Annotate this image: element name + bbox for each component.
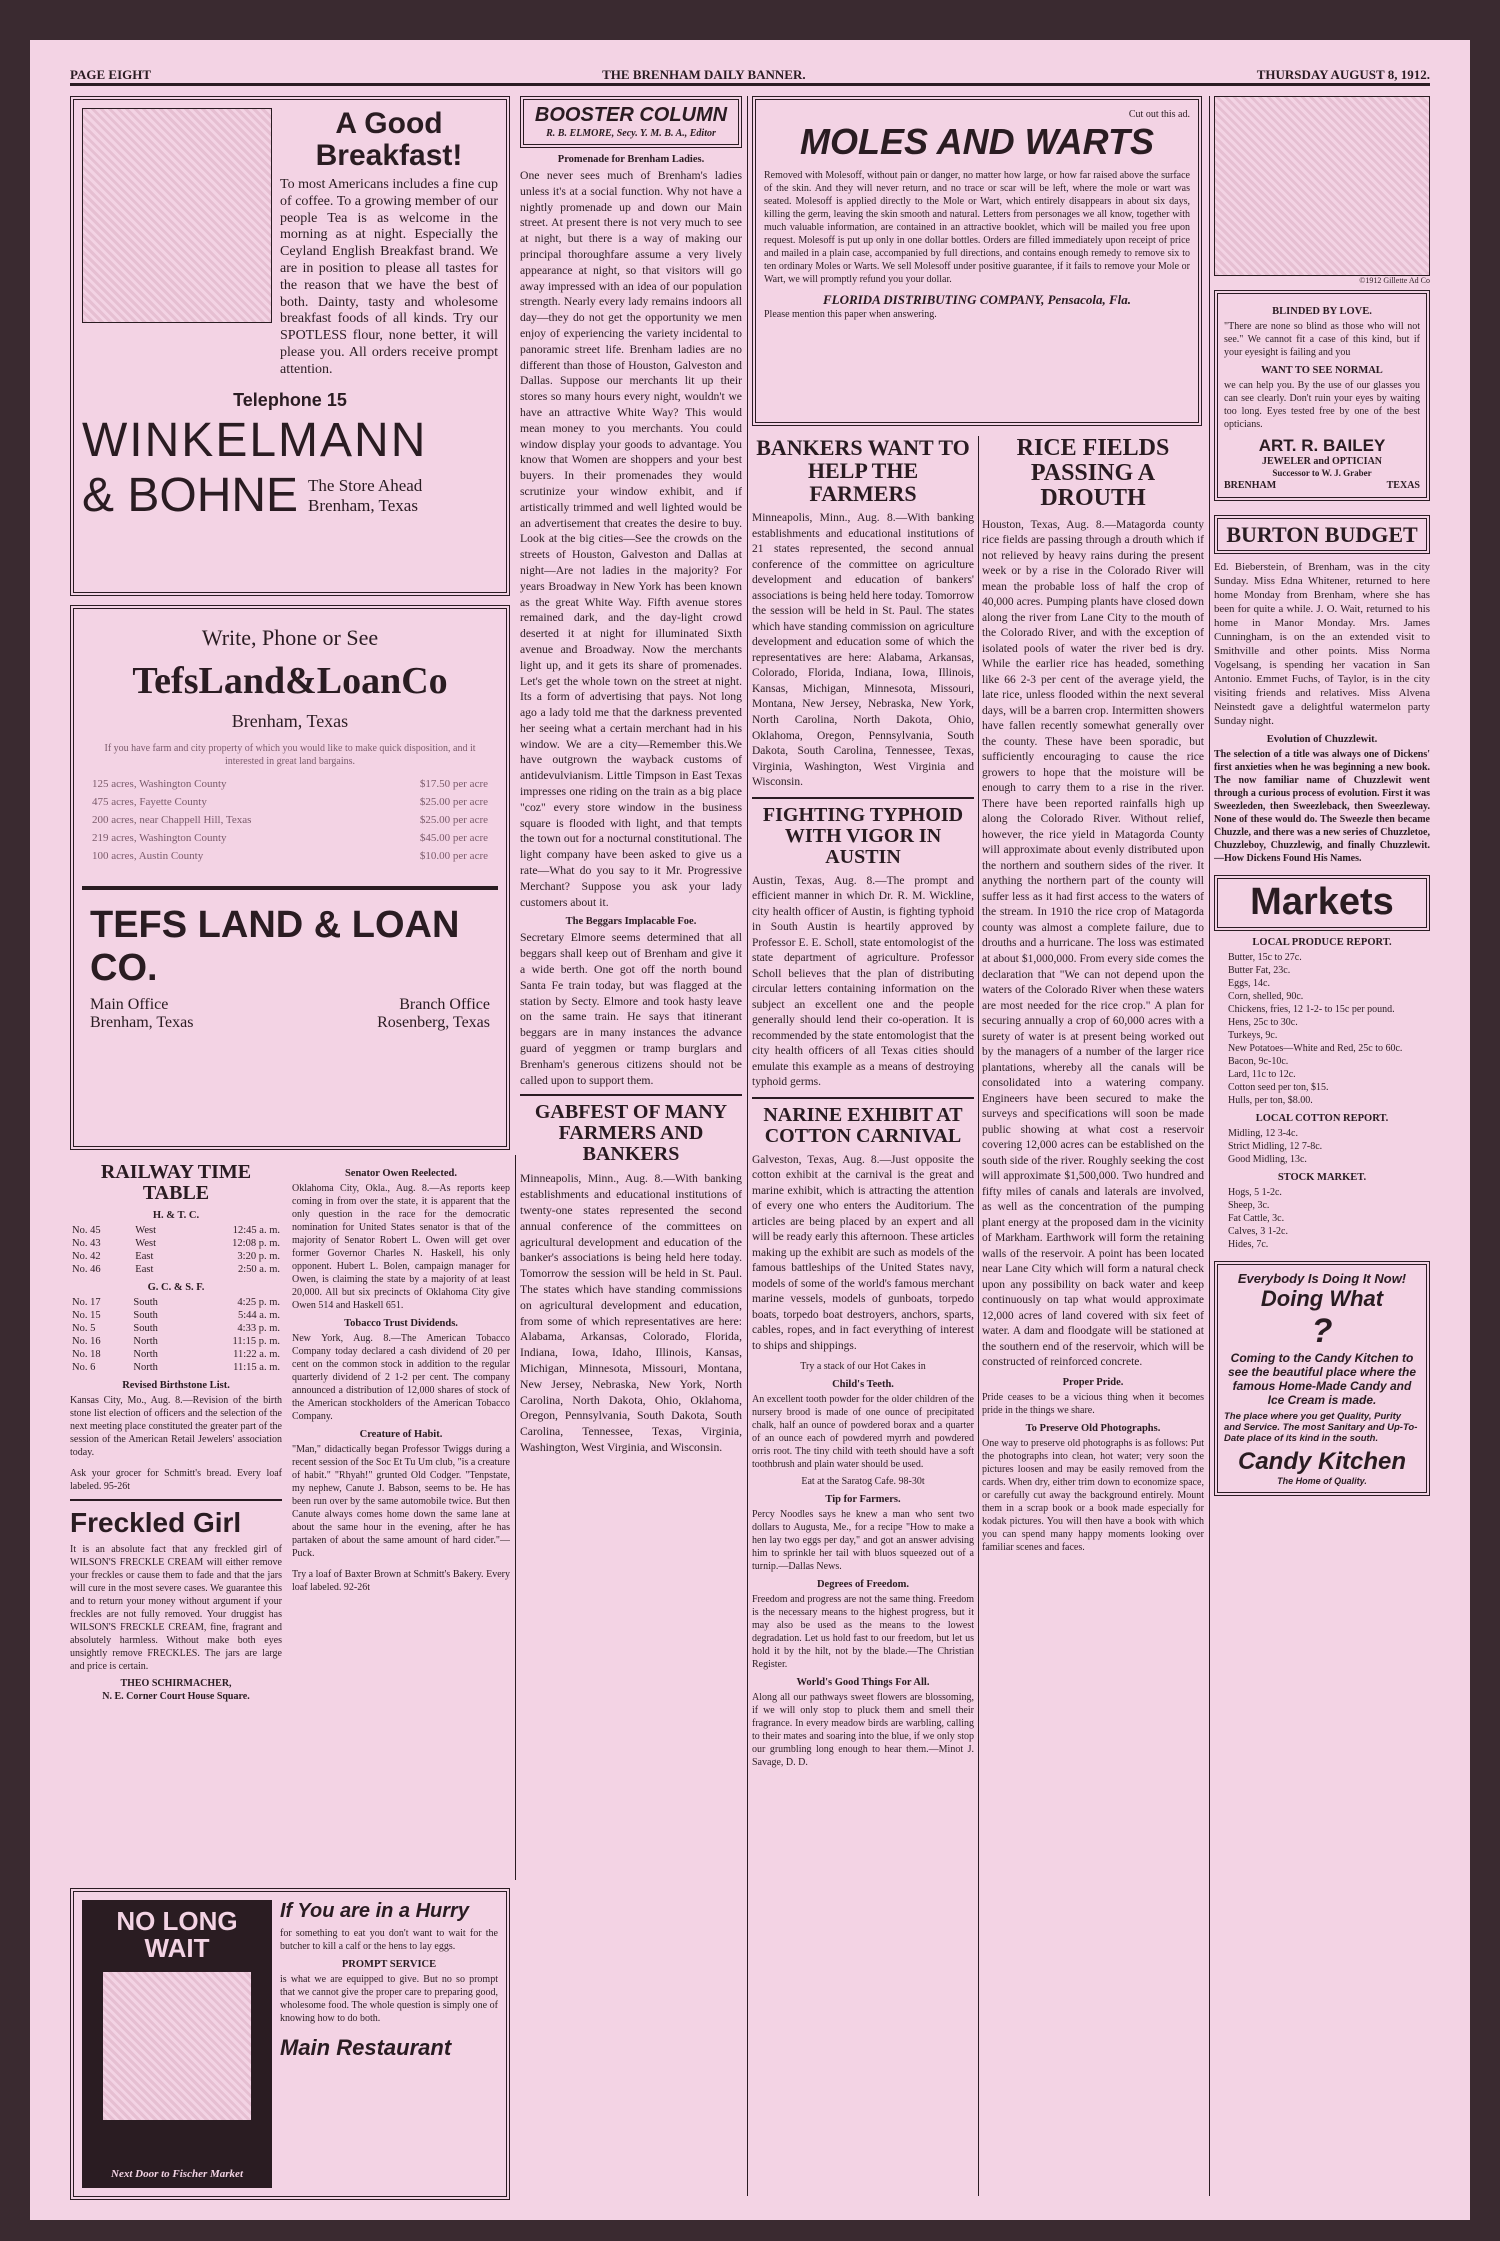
bailey-sub: WANT TO SEE NORMAL — [1261, 365, 1383, 377]
rail-cell: No. 15 — [72, 1310, 101, 1321]
bailey-successor: Successor to W. J. Graber — [1272, 468, 1372, 479]
rail-line-1: H. & T. C. — [152, 1210, 200, 1221]
rail-cell: East — [135, 1251, 154, 1262]
market-item: Good Midling, 13c. — [1228, 1154, 1307, 1166]
rail-cell: 3:20 p. m. — [237, 1251, 280, 1262]
firm-tagline: The Store Ahead — [308, 475, 423, 495]
market-item: Sheep, 3c. — [1228, 1200, 1270, 1212]
rice-body: Houston, Texas, Aug. 8.—Matagorda county rice fields are passing through a drouth which if not relieved by heavy rains during the present week or by a rise in the Colorado River will mean the probable loss of half the crop of 40,000 acres. Pumping plants have closed down along the river from Lane City to the mouth of the Colorado River, and with the exception of isolated pools of water the river bed is dry. While the earlier rice has headed, something like 66 2-3 per cent of the average yield, the late rice, unless flooded within the next several days, will be a barren crop. Intermitten showers have fallen recently somewhat generally over the county. These have been sporadic, but sufficiently encouraging to cause the rice growers to hope that the moisture will be enough to carry them to a rise in the river. There have been reported rainfalls high up along the Colorado River. Without relief, however, the rice yield in Matagorda County will approximate about evenly distributed upon the northern and southern sides of the river. It anything the northern part of the county will suffer less as it had first access to the waters of the stream. In 1910 the rice crop of Matagorda county was almost a complete failure, due to drouths and a hurricane. The loss was estimated at about $1,000,000. From every side comes the declaration that "We can not depend upon the waters of the Colorado River when these waters are most needed for the rice crop." A plan for securing annually a crop of 60,000 acres with a surety of water is at present being worked out by the managers of a number of the larger rice plantations, whereby all the canals will be consolidated into a watering company. Engineers have been secured to make the surveys and specifications will soon be made public showing at what cost a reservoir covering 12,000 acres can be established on the south side of the river. Roughly seeking the cost will approximate $1,500,000. Two hundred and fifty miles of canals and laterals are involved, as well as the concentration of the pumping plant energy at the proposed dam in the vicinity of Markham. Earthwork will form the retaining walls of the reservoir. A point has been located near Lane City which will form a natural check upon any possibility on back water and keep continuously on tap what would approximate 12,000 acres of land covered with six feet of water. A dam and floodgate will be stationed at the southern end of the reservoir, which will be constructed of reinforced concrete. — [982, 518, 1204, 1369]
railway-timetable — [70, 1162, 282, 1882]
markets-title: Markets — [1250, 881, 1394, 924]
market-item: Hides, 7c. — [1228, 1239, 1269, 1251]
rail-line-2: G. C. & S. F. — [147, 1282, 205, 1293]
narine-body: Galveston, Texas, Aug. 8.—Just opposite the cotton exhibit at the carnival is the great and marine exhibit, which is attracting the attention of every one who enters the Auditorium. The articles are being placed by an expert and all will be ready early this afternoon. These articles making up the exhibit are such as models of the famous battleships of the United States navy, models of some of the world's famous merchant marine vessels, models of gunboats, torpedo boats, torpedo boat destroyers, anchors, sparts, cables, ropes, and in fact everything of interest to ships and shippings. — [752, 1153, 974, 1352]
burton-body: Ed. Bieberstein, of Brenham, was in the city Sunday. Miss Edna Whitener, returned to here home Monday from Brenham, where she has been for quite a while. J. O. Wait, returned to his home in Manor Monday. Mrs. James Cunningham, is on the an extended visit to Smithville and other points. Miss Norma Vogelsang, is spending her vacation in San Antonio. Emmet Fuchs, of Taylor, is in the city visiting friends and relatives. Miss Alvena Neinstedt gave a delightful watermelon party Sunday night. — [1214, 561, 1430, 728]
candy-sub: The Home of Quality. — [1277, 1476, 1367, 1487]
rail-row — [70, 1348, 282, 1361]
rail-cell: 12:08 p. m. — [232, 1238, 280, 1249]
freedom-title: Degrees of Freedom. — [816, 1579, 910, 1591]
rail-cell: South — [133, 1323, 158, 1334]
birthstone-title: Revised Birthstone List. — [122, 1380, 230, 1391]
bailey-title: BLINDED BY LOVE. — [1272, 306, 1372, 318]
rail-cell: No. 43 — [72, 1238, 101, 1249]
market-item: Turkeys, 9c. — [1228, 1030, 1278, 1042]
service-body: is what we are equipped to give. But no so prompt that we cannot give the proper care to preparing good, wholesome food. The whole question is simply one of knowing how to do both. — [280, 1974, 498, 2024]
local-produce-title: LOCAL PRODUCE REPORT. — [1252, 937, 1392, 949]
stock-title: STOCK MARKET. — [1277, 1172, 1367, 1184]
candy-line2: Doing What — [1260, 1286, 1384, 1312]
rail-cell: 11:15 a. m. — [233, 1362, 280, 1373]
tip-title: Tip for Farmers. — [825, 1494, 901, 1506]
issue-date: THURSDAY AUGUST 8, 1912. — [1256, 67, 1430, 82]
moles-title: MOLES AND WARTS — [799, 121, 1154, 162]
market-item: Hulls, per ton, $8.00. — [1228, 1095, 1313, 1107]
ad-headline: A Good — [335, 107, 443, 140]
listing-price: $25.00 per acre — [419, 814, 488, 826]
waiting-man-illustration — [102, 1971, 252, 2121]
bailey-city-right: TEXAS — [1386, 479, 1420, 491]
rail-cell: No. 46 — [72, 1264, 101, 1275]
listing-row — [92, 850, 488, 862]
hurry-body: for something to eat you don't want to wait for the butcher to kill a calf or the hens to lay eggs. — [280, 1928, 498, 1952]
rail-cell: South — [133, 1310, 158, 1321]
nolong-badge-2: WAIT — [144, 1933, 210, 1964]
market-item: Butter, 15c to 27c. — [1228, 952, 1302, 964]
main-office-label: Main Office — [90, 996, 169, 1013]
market-item: Corn, shelled, 90c. — [1228, 991, 1304, 1003]
listing-price: $25.00 per acre — [419, 796, 488, 808]
ad-body: To most Americans includes a fine cup of coffee. To a growing member of our people Tea is as welcome in the morning as at night. Especially the Ceyland English Breakfast brand. We are in position to please all tastes for the reason that we have the best of both. Dainty, tasty and wholesome breakfast foods of all kinds. Try our SPOTLESS flour, none better, it will please you. All orders receive prompt attention. — [280, 177, 498, 377]
booster-editor: R. B. ELMORE, Secy. Y. M. B. A., Editor — [546, 128, 716, 139]
listing-price: $45.00 per acre — [419, 832, 488, 844]
moles-ad — [752, 96, 1202, 426]
masthead — [70, 62, 1430, 86]
moles-body: Removed with Molesoff, without pain or danger, no matter how large, or how far raised above the surface of the skin. And they will never return, and no trace or scar will be left, where the mole or wart was seated. Molesoff is applied directly to the Mole or Wart, which entirely disappears in about six days, killing the germ, leaving the skin smooth and natural. Letters from personages we all know, together with much valuable information, are contained in an attractive booklet, which will be mailed you free upon request. Molesoff is put up only in one dollar bottles. Orders are filled immediately upon receipt of price and mailed in a plain case, accompanied by full directions, and contains enough remedy to remove six to ten ordinary Moles or Warts. We sell Molesoff under positive guarantee, if it fails to remove your Mole or Wart, we will promptly refund you your dollar. — [764, 170, 1190, 285]
market-item: New Potatoes—White and Red, 25c to 60c. — [1228, 1043, 1403, 1055]
local-produce-list — [1214, 951, 1430, 1107]
market-item: Chickens, fries, 12 1-2- to 15c per pound. — [1228, 1004, 1395, 1016]
rail-row — [70, 1296, 282, 1309]
typhoid-body: Austin, Texas, Aug. 8.—The prompt and efficient manner in which Dr. R. M. Wickline, city health officer of Austin, is fighting typhoid in South Austin is heartily approved by Professor E. E. Scholl, state entomologist of the state department of agriculture. Professor Scholl believes that the plan of distributing circular letters containing information on the subject an excellent one and the people generally should lend their co-operation. It is recommended by the state entomologist that the city health officers of all Texas cities should emulate this example as a means of destroying typhoid germs. — [752, 874, 974, 1089]
nolong-footer: Next Door to Fischer Market — [111, 2168, 243, 2180]
listing-price: $17.50 per acre — [419, 778, 488, 790]
restaurant-ad — [70, 1888, 510, 2200]
listing-desc: 125 acres, Washington County — [92, 778, 227, 790]
booster-column — [520, 96, 742, 2196]
restaurant-name: Main Restaurant — [280, 2035, 452, 2060]
rail-cell: 4:33 p. m. — [237, 1323, 280, 1334]
tefs-listings — [82, 778, 498, 862]
branch-office-city: Rosenberg, Texas — [377, 1014, 490, 1031]
rail-cell: North — [133, 1349, 158, 1360]
rail-cell: East — [135, 1264, 154, 1275]
pride-body: Pride ceases to be a vicious thing when it becomes pride in the things we share. — [982, 1391, 1204, 1416]
listing-desc: 475 acres, Fayette County — [92, 796, 207, 808]
news-col-1b — [292, 1162, 510, 1882]
market-item: Midling, 12 3-4c. — [1228, 1128, 1298, 1140]
bailey-ad — [1214, 290, 1430, 501]
gabfest-body: Minneapolis, Minn., Aug. 8.—With banking establishments and educational institutions of twenty-one states represented the second annual conference of the committees on agricultural development and education of the banker's associations is being held here today. Tomorrow the session will be held in St. Paul. The states which have standing commissions on agricultural development and education, from some of which representatives are here: Alabama, Arkansas, Colorado, Florida, Indiana, Iowa, Idaho, Illinois, Kansas, Michigan, Minnesota, Missouri, Montana, New Jersey, Nebraska, New York, North Carolina, North Dakota, Ohio, Oklahoma, Oregon, Pennsylvania, South Dakota, South Carolina, Tennessee, Texas, Virginia, Washington, West Virginia, and Wisconsin. — [520, 1172, 742, 1454]
rail-cell: 4:25 p. m. — [237, 1297, 280, 1308]
rail-row — [70, 1309, 282, 1322]
rice-title: RICE FIELDS PASSING A DROUTH — [1016, 436, 1170, 512]
good-things-body: Along all our pathways sweet flowers are blossoming, if we will only stop to pluck them and smell their fragrance. In every meadow birds are warbling, calling to their mates and soaring into the blue, if we only stop our grumbling long enough to hear them.—Minot J. Savage, D. D. — [752, 1692, 974, 1769]
page-number: PAGE EIGHT — [70, 67, 152, 82]
firm-name-2: & BOHNE — [82, 469, 299, 523]
bankers-body: Minneapolis, Minn., Aug. 8.—With banking establishments and educational institutions of 21 states represented, the second annual conference of the committee on agriculture development and education of bankers' associations is being held here today. Tomorrow the session will be held in St. Paul. The states which have standing commission on agriculture development and education some of which the representatives are here: Alabama, Arkansas, Colorado, Florida, Indiana, Iowa, Illinois, Kansas, Michigan, Minnesota, Missouri, Montana, New Jersey, Nebraska, New York, North Carolina, North Dakota, Ohio, Oklahoma, Oregon, Pennsylvania, South Dakota, South Carolina, Tennessee, Texas, Virginia, Washington, West Virginia and Wisconsin. — [752, 512, 974, 789]
burton-title: BURTON BUDGET — [1226, 521, 1418, 547]
bailey-body2: we can help you. By the use of our glasses you can see clearly. Don't ruin your eyes by waiting too long. Eyes tested free by one of the best opticians. — [1224, 380, 1420, 431]
rail-cell: No. 6 — [72, 1362, 96, 1373]
birthstone-body: Kansas City, Mo., Aug. 8.—Revision of the birth stone list election of officers and the selection of the next meeting place constituted the greater part of the session of the American Retail Jewelers' association today. — [70, 1395, 282, 1458]
firm-city: Brenham, Texas — [308, 495, 418, 515]
market-item: Calves, 3 1-2c. — [1228, 1226, 1288, 1238]
rail-cell: West — [135, 1225, 157, 1236]
cut-out-note: Cut out this ad. — [1128, 109, 1190, 120]
nolong-badge: NO LONG — [116, 1906, 238, 1936]
rail-cell: North — [133, 1336, 158, 1347]
rail-cell: No. 17 — [72, 1297, 101, 1308]
bailey-role: JEWELER and OPTICIAN — [1261, 456, 1383, 468]
habit-title: Creature of Habit. — [359, 1429, 443, 1440]
rail-row — [70, 1237, 282, 1250]
habit-body: "Man," didactically began Professor Twiggs during a recent session of the Soc Et Tu Um club, "is a creature of habit." "Rhyah!" grunted Old Codger. "Tenpstate, my nephew, Canute J. Babson, seems to be. He has been run over by the same automobile twice. But then Canute always comes home down the same lane at about the same hour in the evening, after he has partaken of about the same amount of hard cider."—Puck. — [292, 1444, 510, 1559]
candy-name: Candy Kitchen — [1237, 1448, 1407, 1476]
bread-note: Ask your grocer for Schmitt's bread. Every loaf labeled. 95-26t — [70, 1468, 282, 1492]
market-item: Bacon, 9c-10c. — [1228, 1056, 1289, 1068]
freckled-address: N. E. Corner Court House Square. — [102, 1691, 250, 1702]
paper-name: THE BRENHAM DAILY BANNER. — [602, 67, 806, 82]
listing-row — [92, 778, 488, 790]
rail-cell: South — [133, 1297, 158, 1308]
listing-row — [92, 796, 488, 808]
listing-desc: 100 acres, Austin County — [92, 850, 204, 862]
freckled-title: Freckled Girl — [70, 1507, 242, 1538]
rail-cell: 12:45 a. m. — [232, 1225, 280, 1236]
narine-title: NARINE EXHIBIT AT COTTON CARNIVAL — [763, 1103, 963, 1147]
rail-cell: No. 45 — [72, 1225, 101, 1236]
candy-line1: Everybody Is Doing It Now! — [1237, 1271, 1407, 1287]
freckled-body: It is an absolute fact that any freckled girl of WILSON'S FRECKLE CREAM will either remove your freckles or cause them to fade and that the jars will cure in the most severe cases. We guarantee this and to return your money without argument if your freckles are not fully removed. Your druggist has WILSON'S FRECKLE CREAM, fine, fragrant and absolutely harmless. Without make both eyes unsightly remove FRECKLES. The jars are large and price is certain. — [70, 1544, 282, 1672]
rail-table-1 — [70, 1224, 282, 1276]
senator-title: Senator Owen Reelected. — [344, 1168, 458, 1179]
news-col-5 — [1214, 96, 1430, 2196]
news-col-3 — [752, 436, 974, 2196]
listing-desc: 219 acres, Washington County — [92, 832, 227, 844]
tefs-line1: Write, Phone or See — [201, 625, 379, 650]
candy-tag: The place where you get Quality, Purity and Service. The most Sanitary and Up-To-Date place of its kind in the south. — [1224, 1411, 1418, 1445]
prompt-service: PROMPT SERVICE — [341, 1959, 437, 1970]
market-item: Hogs, 5 1-2c. — [1228, 1187, 1282, 1199]
gillette-credit: ©1912 Gillette Ad Co — [1359, 276, 1430, 285]
tefs-intro: If you have farm and city property of which you would like to make quick disposition, and it interested in great land bargains. — [104, 743, 476, 767]
bankers-title: BANKERS WANT TO HELP THE FARMERS — [756, 436, 970, 507]
rail-row — [70, 1263, 282, 1276]
newspaper-page — [30, 40, 1470, 2220]
rail-cell: 2:50 a. m. — [238, 1264, 280, 1275]
rail-row — [70, 1322, 282, 1335]
branch-office-label: Branch Office — [399, 996, 490, 1013]
teeth-title: Child's Teeth. — [832, 1379, 894, 1391]
gabfest-title: GABFEST OF MANY FARMERS AND BANKERS — [534, 1101, 728, 1166]
news-col-4 — [982, 436, 1204, 2196]
tefs-city: Brenham, Texas — [231, 711, 349, 731]
market-item: Eggs, 14c. — [1228, 978, 1270, 990]
timetable-title: RAILWAY TIME TABLE — [100, 1162, 252, 1204]
teeth-body: An excellent tooth powder for the older children of the nursery brood is made of one ounce of precipitated chalk, half an ounce of powdered borax and a quarter of an ounce each of powdered myrrh and powdered orris root. The tiny child with teeth should have a soft toothbrush and plain water should be used. — [752, 1394, 974, 1471]
tobacco-body: New York, Aug. 8.—The American Tobacco Company today declared a cash dividend of 20 per cent on the common stock in addition to the regular quarterly dividend of 2 1-2 per cent. The company announced a distribution of 12,000 shares of stock of the American stockholders of the American Tobacco Company. — [292, 1333, 510, 1422]
couple-breakfast-illustration — [82, 108, 272, 323]
candy-question: ? — [1311, 1312, 1333, 1351]
rail-cell: North — [133, 1362, 158, 1373]
cotton-title: LOCAL COTTON REPORT. — [1255, 1113, 1389, 1125]
main-office-city: Brenham, Texas — [90, 1014, 194, 1031]
promenade-body: One never sees much of Brenham's ladies unless it's at a social function. Why not have a nightly promenade up and down our Main street. At present there is not very much to see at night, but there is a way of making our principal thoroughfare assume a very lively appearance at night, so that visitors will go away impressed with an idea of our population strength. Nearly every lady remains indoors all day—they do not get the opportunity we men enjoy of experiencing the variety incidental to panoramic street life. Brenham ladies are no different than those of Houston, Galveston and Dallas. Suppose our merchants lit up their stores so many hours every night, wouldn't we have an attractive White Way? This would mean money to you merchants. You could window display your goods to advantage. You know that Women are shoppers and your best buyers. In their promenades they would scrutinize your window exhibit, and if artistically trimmed and well lighted would be an advertisement that creates the desire to buy. Look at the big cities—See the crowds on the streets of Houston, Galveston and Dallas at night—Are not ladies in the majority? For years Broadway in New York has been known as the great White Way. Fifth avenue stores remained dark, and the day-light crowd deserted it at night for illuminated Sixth avenue and Broadway. Now the merchants light up, and it gets its share of promenades. Let's get the whole town on the street at night. Its a form of advertising that pays. Not long ago a lady told me that the darkness prevented her seeing what a certain merchant had in his window. We are a city—Remember this.We have outgrown the wayback customs of antidevulvianism. Little Timpson in East Texas impresses one riding on the train as a big place "coz" every store window in the business square is flooded with light, and that tempts the town out for a nocturnal constitutional. The light company have been asked to give us a rate—What do you say to it Mr. Progressive Merchant? Suppose you ask your lady customers about it. — [520, 169, 742, 909]
bailey-name: ART. R. BAILEY — [1258, 436, 1386, 456]
market-item: Hens, 25c to 30c. — [1228, 1017, 1298, 1029]
hurry-title: If You are in a Hurry — [280, 1900, 469, 1922]
market-item: Butter Fat, 23c. — [1228, 965, 1291, 977]
typhoid-title: FIGHTING TYPHOID WITH VIGOR IN AUSTIN — [762, 803, 964, 868]
good-things-title: World's Good Things For All. — [796, 1677, 930, 1689]
promenade-title: Promenade for Brenham Ladies. — [557, 154, 705, 165]
firm-name-1: WINKELMANN — [82, 414, 428, 468]
cotton-list — [1214, 1127, 1430, 1166]
tip-body: Percy Noodles says he knew a man who sent two dollars to Augusta, Me., for a recipe "How to make a hen lay two eggs per day," and got an answer advising him to sprinkle her tail with bluos squeezed out of a turnip.—Dallas News. — [752, 1509, 974, 1573]
senator-body: Oklahoma City, Okla., Aug. 8.—As reports keep coming in from over the state, it is apparent that the only question in the race for the democratic nomination for United States senator is that of the majority of Senator Robert L. Owen will get over former Governor Charles N. Haskell, his only opponent. Hubert L. Bolen, campaign manager for Owen, is claiming the state by a majority of at least 20,000. All but six precincts of Oklahoma City give Owen 514 and Haskell 651. — [292, 1183, 510, 1311]
hotcakes-note: Try a stack of our Hot Cakes in — [800, 1361, 926, 1373]
freckled-sign: THEO SCHIRMACHER, — [120, 1678, 232, 1689]
listing-desc: 200 acres, near Chappell Hill, Texas — [92, 814, 252, 826]
tefs-land-ad — [70, 605, 510, 1150]
market-item: Lard, 11c to 12c. — [1228, 1069, 1296, 1081]
chuzzlewit-body: The selection of a title was always one of Dickens' first anxieties when he was beginning a new book. The now familiar name of Chuzzlewit went through a curious process of evolution. First it was Sweezleden, then Sweezleback, then Sweezleway. None of these would do. The Sweezle then became Chuzzle, and there was a new series of Chuzzletoe, Chuzzleboy, Chuzzlewig, and finally Chuzzlewit.—How Dickens Found His Names. — [1214, 749, 1430, 865]
candy-ad — [1214, 1261, 1430, 1496]
stock-list — [1214, 1186, 1430, 1251]
market-item: Strict Midling, 12 7-8c. — [1228, 1141, 1323, 1153]
tefs-big-name: TEFS LAND & LOAN CO. — [90, 904, 460, 989]
saratog-note: Eat at the Saratog Cafe. 98-30t — [801, 1476, 925, 1488]
ad-phone: Telephone 15 — [233, 389, 347, 410]
rail-row — [70, 1361, 282, 1374]
pride-title: Proper Pride. — [1062, 1376, 1124, 1388]
rail-row — [70, 1335, 282, 1348]
beggars-body: Secretary Elmore seems determined that all beggars shall keep out of Brenham and give it a wide berth. One got off the north bound Santa Fe train today, but was flagged at the station by Secty. Elmore and took hasty leave on the same train. He says that itinerant beggars are in many instances the advance guard of yeggmen or tramp burglars and Brenham's generous citizens should not be called upon to support them. — [520, 931, 742, 1087]
breakfast-ad — [70, 96, 510, 596]
freedom-body: Freedom and progress are not the same thing. Freedom is the necessary means to the highest progress, but it may also be used as the means to the lowest degradation. Let us hold fast to our freedom, but let us hold it by the hilt, not by the blade.—The Christian Register. — [752, 1594, 974, 1671]
moles-mention: Please mention this paper when answering. — [764, 309, 937, 320]
rail-cell: 11:22 a. m. — [233, 1349, 280, 1360]
listing-row — [92, 832, 488, 844]
rail-cell: 5:44 a. m. — [238, 1310, 280, 1321]
baxter-note: Try a loaf of Baxter Brown at Schmitt's Bakery. Every loaf labeled. 92-26t — [292, 1569, 510, 1593]
candy-body: Coming to the Candy Kitchen to see the beautiful place where the famous Home-Made Candy and Ice Cream is made. — [1227, 1351, 1417, 1408]
tobacco-title: Tobacco Trust Dividends. — [344, 1318, 458, 1329]
market-item: Fat Cattle, 3c. — [1228, 1213, 1285, 1225]
beggars-title: The Beggars Implacable Foe. — [565, 916, 697, 928]
rail-cell: No. 42 — [72, 1251, 101, 1262]
moles-company: FLORIDA DISTRIBUTING COMPANY, Pensacola, Fla. — [822, 292, 1132, 307]
gillette-illustration — [1214, 96, 1430, 276]
listing-price: $10.00 per acre — [419, 850, 488, 862]
tefs-name: TefsLand&LoanCo — [132, 660, 448, 702]
photos-body: One way to preserve old photographs is as follows: Put the photographs into clean, hot water; very soon the pictures loosen and may be easily removed from the cards. When dry, either trim down to economize space, or carefully cut away the background entirely. Mount them in a scrap book or a book made especially for kodak pictures. You will then have a book with which you can spend many happy moments looking over familiar scenes and faces. — [982, 1437, 1204, 1553]
bailey-body1: "There are none so blind as those who will not see." We cannot fit a case of this kind, but if your eyesight is failing and you — [1224, 321, 1420, 359]
rail-row — [70, 1224, 282, 1237]
rail-row — [70, 1250, 282, 1263]
chuzzlewit-title: Evolution of Chuzzlewit. — [1266, 734, 1378, 746]
bailey-city-left: BRENHAM — [1224, 479, 1277, 491]
booster-title: BOOSTER COLUMN — [534, 104, 728, 126]
rail-table-2 — [70, 1296, 282, 1374]
listing-row — [92, 814, 488, 826]
photos-title: To Preserve Old Photographs. — [1025, 1422, 1161, 1434]
rail-cell: West — [135, 1238, 157, 1249]
rail-cell: No. 18 — [72, 1349, 101, 1360]
rail-cell: 11:15 p. m. — [232, 1336, 280, 1347]
market-item: Cotton seed per ton, $15. — [1228, 1082, 1329, 1094]
rail-cell: No. 5 — [72, 1323, 96, 1334]
ad-headline-2: Breakfast! — [315, 138, 463, 172]
rail-cell: No. 16 — [72, 1336, 101, 1347]
